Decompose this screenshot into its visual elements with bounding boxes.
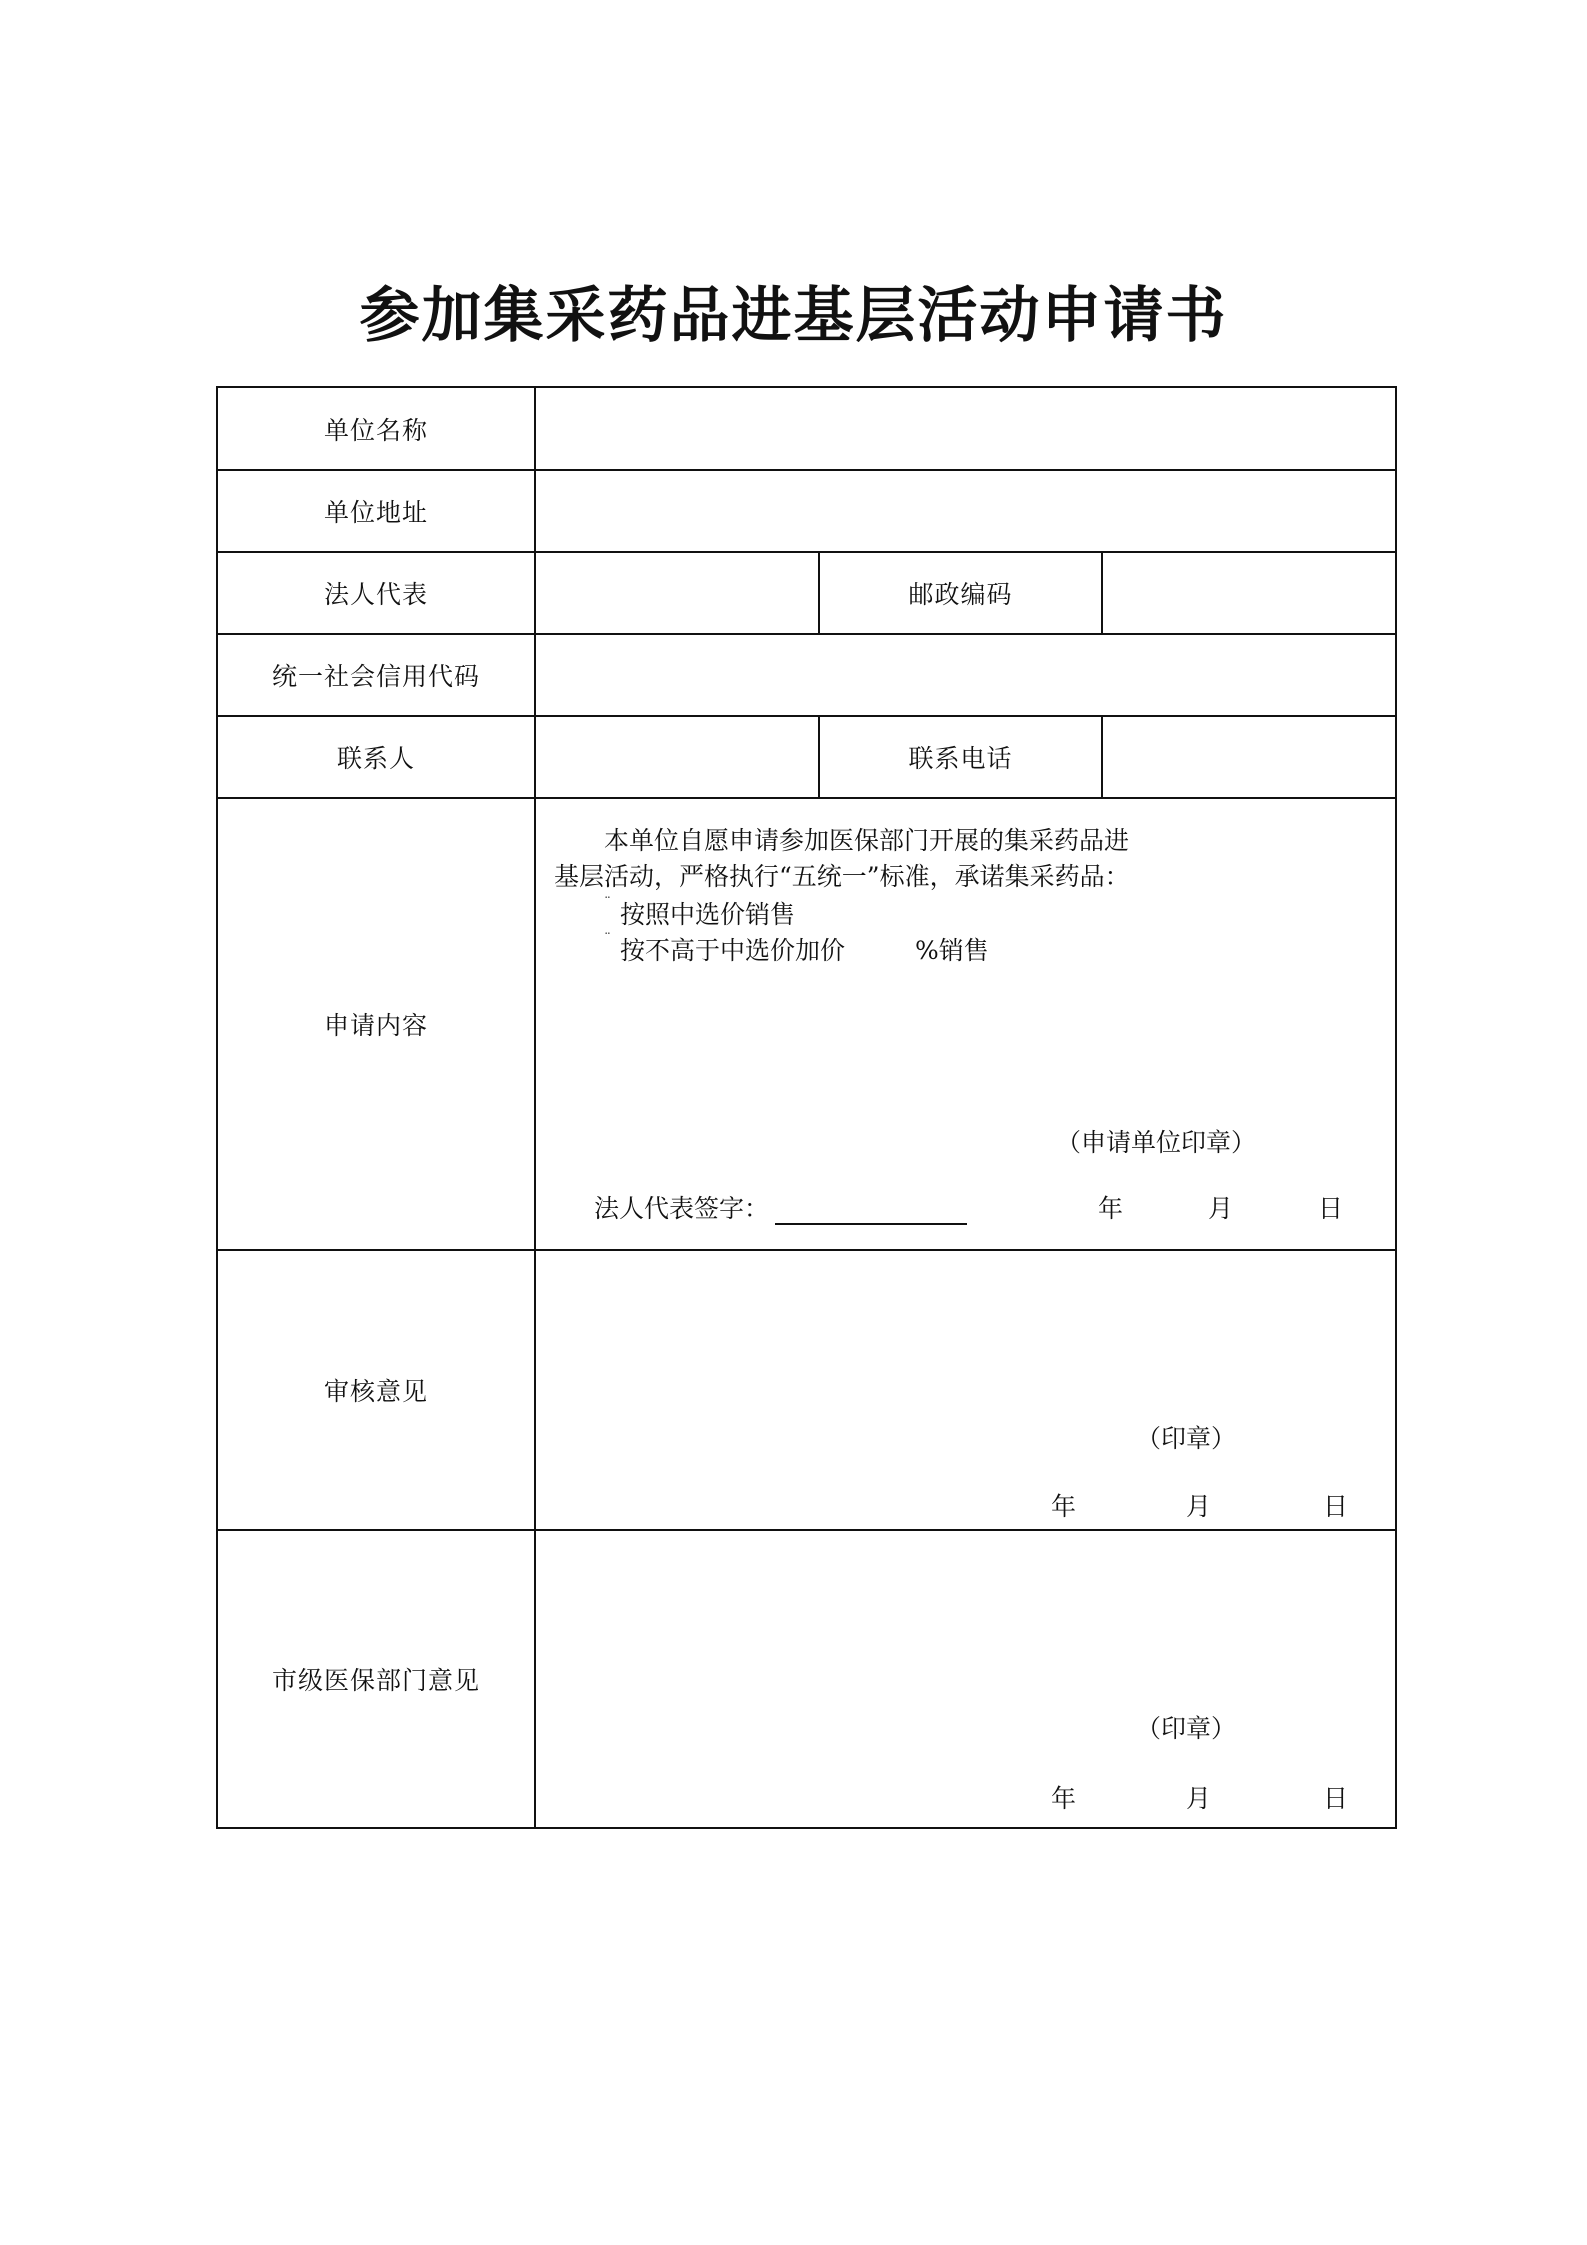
checkbox-markup[interactable]: ¨	[604, 931, 611, 947]
unit-name-label: 单位名称	[217, 387, 535, 470]
application-content-cell	[535, 798, 1396, 1250]
contact-label: 联系人	[217, 716, 535, 798]
row-credit-code	[217, 634, 1396, 716]
signature-line	[594, 1189, 967, 1225]
option2-suffix: %销售	[915, 936, 989, 965]
option-sell-at-bid-price	[604, 895, 795, 931]
signature-label: 法人代表签字：	[594, 1194, 770, 1223]
contact-phone-label: 联系电话	[819, 716, 1102, 798]
review-year: 年	[1051, 1492, 1077, 1521]
application-label: 申请内容	[217, 798, 535, 1250]
row-unit-name	[217, 387, 1396, 470]
legal-rep-field[interactable]	[535, 552, 819, 634]
application-form-table	[216, 386, 1397, 1829]
credit-code-field[interactable]	[535, 634, 1396, 716]
city-month: 月	[1186, 1784, 1212, 1813]
review-seal-text: （印章）	[1136, 1424, 1237, 1453]
row-contact	[217, 716, 1396, 798]
unit-address-field[interactable]	[535, 470, 1396, 552]
review-month: 月	[1186, 1492, 1212, 1521]
contact-field[interactable]	[535, 716, 819, 798]
row-review	[217, 1250, 1396, 1530]
city-opinion-content-cell[interactable]	[535, 1530, 1396, 1828]
city-day: 日	[1323, 1784, 1349, 1813]
checkbox-sell-at-bid-price[interactable]: ¨	[604, 895, 611, 911]
row-legal-rep	[217, 552, 1396, 634]
city-opinion-label: 市级医保部门意见	[217, 1530, 535, 1828]
row-unit-address	[217, 470, 1396, 552]
review-label: 审核意见	[217, 1250, 535, 1530]
review-day: 日	[1323, 1492, 1349, 1521]
signature-field[interactable]	[775, 1195, 967, 1225]
applicant-seal-text: （申请单位印章）	[1056, 1128, 1257, 1157]
row-city-opinion	[217, 1530, 1396, 1828]
unit-name-field[interactable]	[535, 387, 1396, 470]
unit-address-label: 单位地址	[217, 470, 535, 552]
review-content-cell[interactable]	[535, 1250, 1396, 1530]
legal-rep-label: 法人代表	[217, 552, 535, 634]
option2-label: 按不高于中选价加价	[620, 936, 846, 965]
credit-code-label: 统一社会信用代码	[217, 634, 535, 716]
application-month: 月	[1208, 1194, 1234, 1223]
application-year: 年	[1098, 1194, 1124, 1223]
option-markup	[604, 931, 989, 967]
option1-label: 按照中选价销售	[620, 900, 796, 929]
city-year: 年	[1051, 1784, 1077, 1813]
row-application	[217, 798, 1396, 1250]
contact-phone-field[interactable]	[1102, 716, 1396, 798]
application-day: 日	[1318, 1194, 1344, 1223]
form-title: 参加集采药品进基层活动申请书	[359, 281, 1228, 351]
postal-code-label: 邮政编码	[819, 552, 1102, 634]
city-seal-text: （印章）	[1136, 1714, 1237, 1743]
application-paragraph: 本单位自愿申请参加医保部门开展的集采药品进基层活动，严格执行“五统一”标准，承诺集采药品：	[554, 826, 1130, 891]
postal-code-field[interactable]	[1102, 552, 1396, 634]
